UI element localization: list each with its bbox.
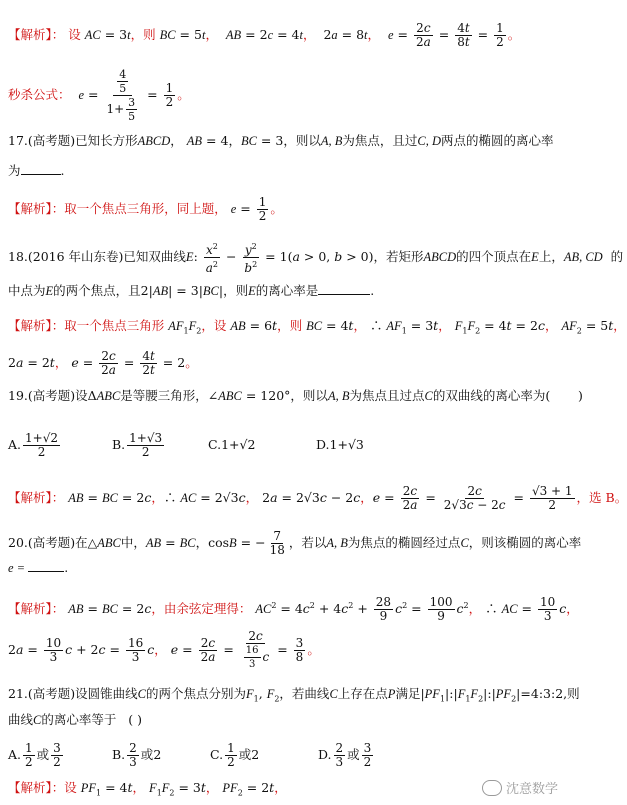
q21-analysis: 【解析】：设 $PF_1 = 4t$， $F_1F_2 = 3t$， $PF_2 = 2t$， bbox=[8, 780, 287, 798]
q19-options bbox=[8, 432, 562, 459]
q19-option-b[interactable]: B. $\frac{1+√3}{2}$ bbox=[111, 431, 163, 459]
q21-option-b[interactable]: B. $\frac{2}{3}$ 或2 bbox=[111, 741, 162, 769]
answer-blank[interactable] bbox=[21, 164, 61, 175]
q20-analysis: 【解析】： AB = BC = 2c，由余弦定理得： $AC^2 = 4c^2 + 4c^2$ + $\frac{28}{9}$ $c^2$ = $\frac{100}{9}$ $c^2$， ∴ AC = $\frac{10}{3}$ c， bbox=[8, 595, 579, 623]
q20-stem-line2: e = . bbox=[8, 560, 69, 575]
q21-option-d[interactable]: D. $\frac{2}{3}$ 或 $\frac{3}{2}$ bbox=[317, 741, 372, 769]
q19-option-c[interactable]: C.1+√2 bbox=[207, 437, 256, 452]
q21-stem-line2: 曲线C的离心率等于 ( ) bbox=[8, 712, 143, 727]
q18-stem: 18.(2016 年山东卷)已知双曲线E: $\frac{x^2}{a^2}$ − $\frac{y^2}{b^2}$ = 1(a > 0, b > 0)，若矩形ABCD的四个顶点在E上，AB, CD 的 bbox=[8, 242, 624, 275]
q16-analysis: 【解析】： 设 AC = 3t，则 BC = 5t， AB = 2c = 4t， 2a = 8t， e = $\frac{2c}{2a}$ = $\frac{4t}{8t}$ = $\frac{1}{2}$ 。 bbox=[8, 21, 521, 49]
q20-stem: 20.(高考题)在△ABC中，AB = BC，cosB = − $\frac{7}{18}$ ，若以A, B为焦点的椭圆经过点C，则该椭圆的离心率 bbox=[8, 529, 582, 557]
q17-analysis: 【解析】：取一个焦点三角形，同上题， e = $\frac{1}{2}$ 。 bbox=[8, 195, 283, 223]
q20-analysis-line2: 2a = $\frac{10}{3}$ c + 2c = $\frac{16}{3}$ c， e = $\frac{2c}{2a}$ = 2c $\frac{16}{3}$ c = $\frac{3}{8}$ 。 bbox=[8, 629, 320, 670]
q17-stem: 17.(高考题)已知长方形ABCD， AB = 4，BC = 3，则以A, B为焦点，且过C, D两点的椭圆的离心率 bbox=[8, 133, 554, 148]
q18-analysis-line2: 2a = 2t， e = $\frac{2c}{2a}$ = $\frac{4t}{2t}$ = 2。 bbox=[8, 349, 198, 377]
miaosha-formula: 秒杀公式： e = $\frac{4}{5}$ 1+ $\frac{3}{5}$ = $\frac{1}{2}$ 。 bbox=[8, 68, 190, 123]
answer-blank[interactable] bbox=[28, 561, 64, 572]
q18-stem-line2: 中点为E的两个焦点，且2|AB| = 3|BC|，则E的离心率是 . bbox=[8, 283, 375, 298]
q21-options bbox=[8, 742, 562, 769]
q21-option-c[interactable]: C. $\frac{1}{2}$ 或2 bbox=[209, 741, 260, 769]
q21-stem: 21.(高考题)设圆锥曲线C的两个焦点分别为$F_1$, $F_2$，若曲线C上存在点P满足$|PF_1|:|F_1F_2|:|PF_2|=4:3:2$,则 bbox=[8, 686, 580, 704]
q19-option-a[interactable]: A. $\frac{1+√2}{2}$ bbox=[8, 431, 58, 459]
q19-analysis: 【解析】： AB = BC = 2c，∴ AC = 2√3c， 2a = 2√3c − 2c，e = $\frac{2c}{2a}$ = $\frac{2c}{2√3c - 2c}$ = $\frac{√3 + 1}{2}$ ，选 B。 bbox=[8, 484, 627, 512]
q17-stem-line2: 为 . bbox=[8, 163, 65, 178]
analysis-tag: 【解析】： bbox=[8, 27, 65, 42]
wechat-icon bbox=[482, 780, 502, 796]
answer-blank[interactable] bbox=[318, 284, 370, 295]
watermark: 沈意数学 bbox=[482, 778, 558, 797]
q18-analysis: 【解析】：取一个焦点三角形 $AF_1F_2$，设 AB = 6t，则 BC = 4t， ∴ $AF_1 = 3t$， $F_1F_2 = 4t = 2c$， $AF_2 = 5t$， bbox=[8, 318, 626, 336]
q19-option-d[interactable]: D.1+√3 bbox=[315, 437, 364, 452]
q19-stem: 19.(高考题)设ΔABC是等腰三角形，∠ABC = 120°，则以A, B为焦点且过点C的双曲线的离心率为( ) bbox=[8, 388, 583, 403]
q21-option-a[interactable]: A. $\frac{1}{2}$ 或 $\frac{3}{2}$ bbox=[8, 741, 61, 769]
